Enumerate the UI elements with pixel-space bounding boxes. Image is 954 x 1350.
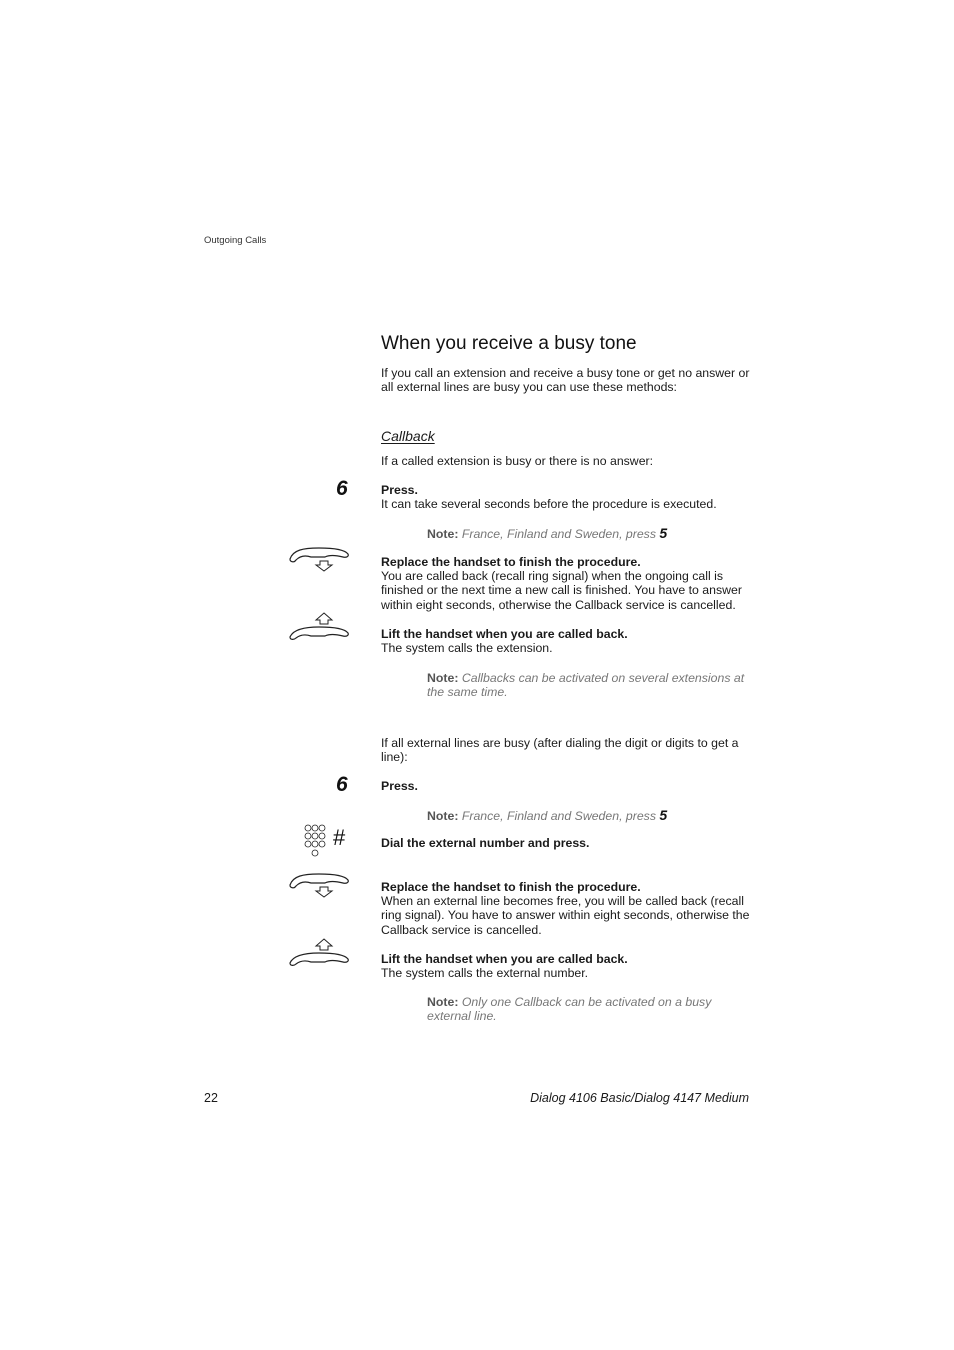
note-label: Note: (427, 527, 459, 541)
note-single-callback (427, 995, 753, 1023)
key-five-ref: 5 (659, 807, 668, 823)
step-press (381, 483, 753, 511)
step-press-label: Press. (381, 483, 418, 497)
step2-replace-label: Replace the handset to finish the procedure. (381, 880, 641, 894)
step2-lift-label: Lift the handset when you are called back. (381, 952, 628, 966)
note-text: France, Finland and Sweden, press (461, 527, 656, 541)
step2-press-label: Press. (381, 779, 418, 793)
section-title: When you receive a busy tone (381, 333, 637, 354)
handset-replace-icon (287, 544, 351, 574)
note-label: Note: (427, 995, 459, 1009)
step2-press (381, 779, 753, 793)
note-label: Note: (427, 809, 459, 823)
step-replace (381, 555, 753, 612)
step2-dial (381, 836, 753, 850)
document-title: Dialog 4106 Basic/Dialog 4147 Medium (530, 1091, 749, 1105)
step-lift (381, 627, 753, 655)
key-six-icon: 6 (336, 477, 348, 500)
note-text: Only one Callback can be activated on a busy external line. (427, 995, 712, 1024)
step2-lift (381, 952, 753, 980)
note-label: Note: (427, 671, 459, 685)
step2-replace-text: When an external line becomes free, you will be called back (recall ring signal). You have to answer within eight seconds, otherwise the Callback service is cancelled. (381, 894, 750, 937)
step-press-text: It can take several seconds before the procedure is executed. (381, 497, 717, 512)
callback-subtitle: Callback (381, 428, 435, 444)
note-country-2 (427, 808, 753, 823)
hash-key-icon: # (333, 825, 346, 850)
note-text: Callbacks can be activated on several extensions at the same time. (427, 671, 745, 700)
step-replace-label: Replace the handset to finish the procedure. (381, 555, 641, 569)
handset-lift-icon (287, 611, 351, 641)
page-number: 22 (204, 1091, 218, 1105)
handset-lift-icon (287, 937, 351, 967)
key-five-ref: 5 (659, 525, 668, 541)
handset-replace-icon (287, 870, 351, 900)
part1-intro: If a called extension is busy or there is no answer: (381, 454, 654, 468)
note-multiple-callbacks (427, 671, 753, 699)
key-six-icon: 6 (336, 773, 348, 796)
step2-dial-label: Dial the external number and press. (381, 836, 590, 850)
part2-intro: If all external lines are busy (after dialing the digit or digits to get a line): (381, 736, 739, 765)
step-replace-text: You are called back (recall ring signal) when the ongoing call is finished or the next time a new call is finished. You have to answer within eight seconds, otherwise the Callback service is cancelled. (381, 569, 742, 612)
step2-lift-text: The system calls the external number. (381, 966, 589, 981)
step2-replace (381, 880, 753, 937)
running-head: Outgoing Calls (204, 235, 267, 246)
note-text: France, Finland and Sweden, press (461, 809, 656, 823)
keypad-icon (302, 823, 330, 859)
note-country-1 (427, 526, 753, 541)
step-lift-label: Lift the handset when you are called back. (381, 627, 628, 641)
step-lift-text: The system calls the extension. (381, 641, 553, 656)
section-intro: If you call an extension and receive a busy tone or get no answer or all external lines are busy you can use these methods: (381, 366, 750, 395)
